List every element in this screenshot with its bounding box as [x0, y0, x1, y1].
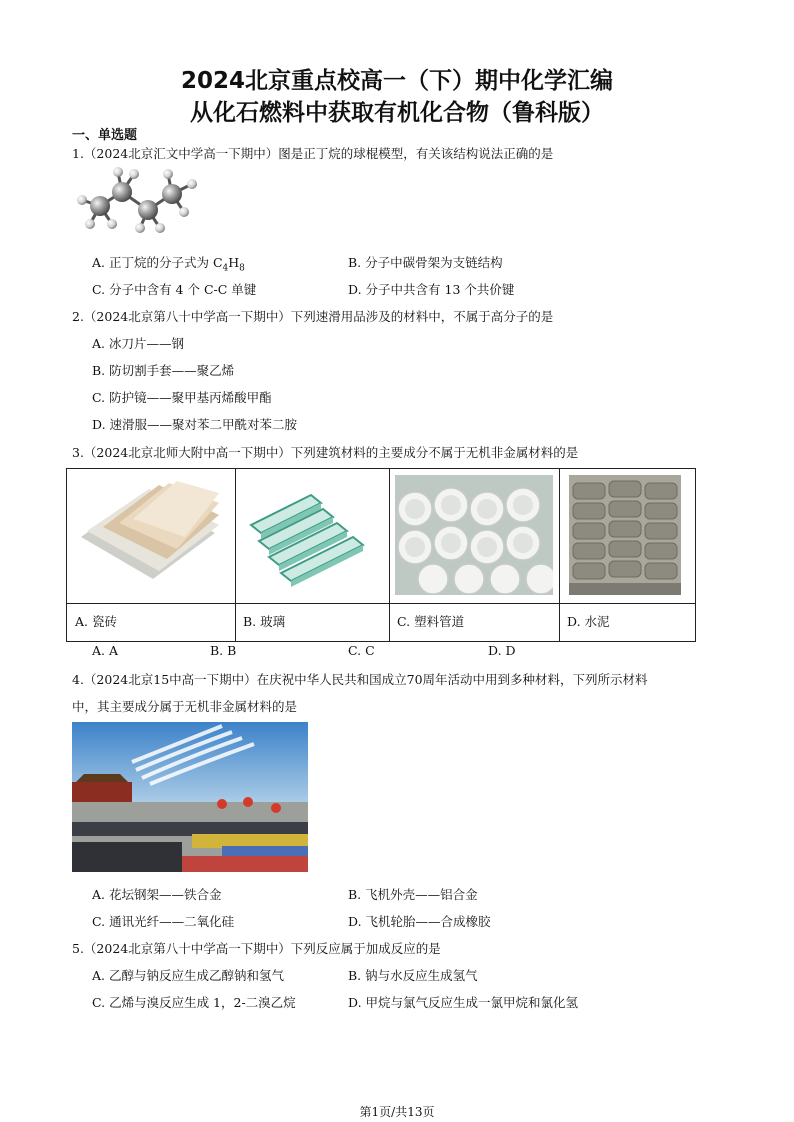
q3-cell-c — [389, 469, 560, 641]
q3-cell-d-label: D. 水泥 — [567, 614, 610, 629]
q3-image-table — [66, 468, 696, 642]
q2-option-a[interactable]: A. 冰刀片——钢 — [92, 336, 184, 351]
q2-option-c[interactable]: C. 防护镜——聚甲基丙烯酸甲酯 — [92, 390, 272, 405]
q1-option-d[interactable]: D. 分子中共含有 13 个共价键 — [348, 282, 515, 297]
q3-option-d[interactable]: D. D — [488, 643, 516, 658]
q3-cell-b-label: B. 玻璃 — [243, 614, 286, 629]
doc-title-line1: 2024北京重点校高一（下）期中化学汇编 — [180, 68, 613, 94]
q2-option-b[interactable]: B. 防切割手套——聚乙烯 — [92, 363, 235, 378]
section-heading: 一、单选题 — [72, 128, 138, 143]
q3-option-a[interactable]: A. A — [92, 643, 119, 658]
glass-panes-image — [241, 475, 383, 595]
q5-stem: 5.（2024北京第八十中学高一下期中）下列反应属于加成反应的是 — [72, 941, 441, 956]
q3-stem: 3.（2024北京北师大附中高一下期中）下列建筑材料的主要成分不属于无机非金属材料的是 — [72, 445, 579, 460]
q2-stem: 2.（2024北京第八十中学高一下期中）下列速滑用品涉及的材料中，不属于高分子的是 — [72, 309, 554, 324]
cement-bags-image — [569, 475, 681, 595]
q4-stem-line2: 中，其主要成分属于无机非金属材料的是 — [72, 699, 298, 714]
q1-stem: 1.（2024北京汇文中学高一下期中）图是正丁烷的球棍模型，有关该结构说法正确的是 — [72, 146, 554, 161]
q5-option-a[interactable]: A. 乙醇与钠反应生成乙醇钠和氢气 — [92, 968, 284, 983]
doc-title-line2: 从化石燃料中获取有机化合物（鲁科版） — [190, 100, 604, 126]
q1-option-c[interactable]: C. 分子中含有 4 个 C-C 单键 — [92, 282, 257, 297]
q4-option-c[interactable]: C. 通讯光纤——二氧化硅 — [92, 914, 235, 929]
q3-cell-d — [559, 469, 695, 641]
butane-ball-stick-model — [72, 164, 222, 242]
q5-option-b[interactable]: B. 钠与水反应生成氢气 — [348, 968, 478, 983]
q5-option-c[interactable]: C. 乙烯与溴反应生成 1，2-二溴乙烷 — [92, 995, 296, 1010]
plastic-pipes-image — [395, 475, 553, 595]
q1-option-b[interactable]: B. 分子中碳骨架为支链结构 — [348, 255, 503, 270]
q3-cell-c-label: C. 塑料管道 — [397, 614, 465, 629]
ceramic-tiles-image — [73, 475, 229, 595]
q3-cell-a — [67, 469, 236, 641]
page-footer: 第1页/共13页 — [359, 1105, 435, 1119]
q4-option-b[interactable]: B. 飞机外壳——铝合金 — [348, 887, 478, 902]
q3-option-c[interactable]: C. C — [348, 643, 375, 658]
q3-option-b[interactable]: B. B — [210, 643, 237, 658]
q1-option-a[interactable]: A. 正丁烷的分子式为 $C_4H_8$ — [92, 255, 245, 274]
q4-option-d[interactable]: D. 飞机轮胎——合成橡胶 — [348, 914, 491, 929]
q2-option-d[interactable]: D. 速滑服——聚对苯二甲酰对苯二胺 — [92, 417, 298, 432]
q4-option-a[interactable]: A. 花坛钢架——铁合金 — [92, 887, 222, 902]
parade-photo-image — [72, 722, 308, 872]
q5-option-d[interactable]: D. 甲烷与氯气反应生成一氯甲烷和氯化氢 — [348, 995, 579, 1010]
q3-cell-b — [235, 469, 390, 641]
q3-cell-a-label: A. 瓷砖 — [75, 614, 117, 629]
q4-stem-line1: 4.（2024北京15中高一下期中）在庆祝中华人民共和国成立70周年活动中用到多种材料，下列所示材料 — [72, 672, 648, 687]
